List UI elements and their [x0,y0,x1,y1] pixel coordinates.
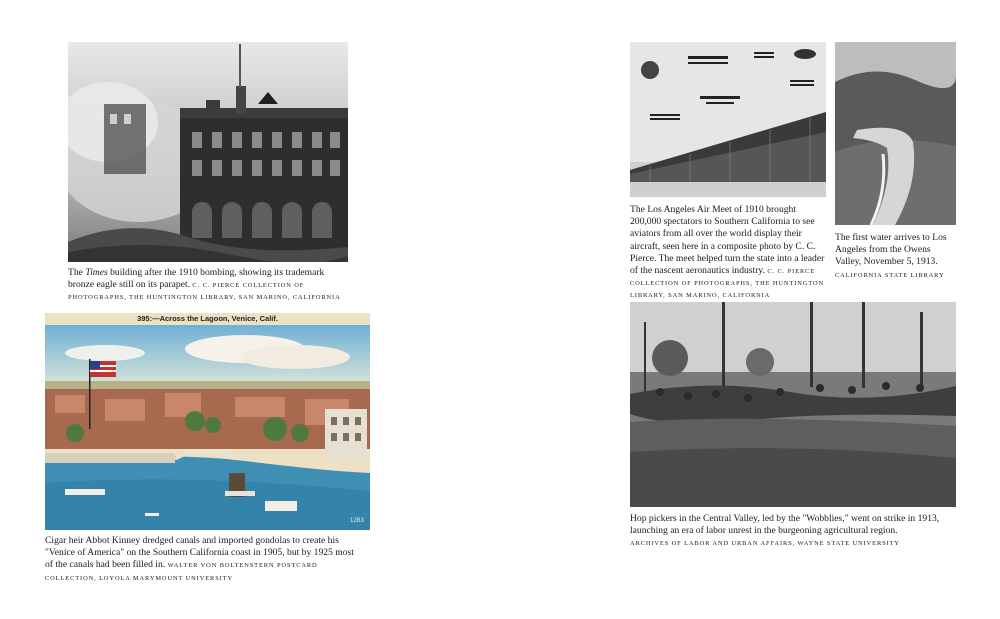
hop-pickers-caption-text: Hop pickers in the Central Valley, led by the "Wobblies," went on strike in 1913, launching an era of labor unrest in the burgeoning agricultural region. [630,513,940,537]
times-building-photo [68,42,348,262]
venice-postcard-caption [45,535,363,584]
owens-valley-credit: CALIFORNIA STATE LIBRARY [835,271,945,279]
venice-postcard-photo [45,313,370,530]
venice-caption-text: Cigar heir Abbot Kinney dredged canals and imported gondolas to create his "Venice of America" on the Southern California coast in 1905, but by 1925 most of the canals had been filled in. [45,535,354,571]
hop-pickers-caption [630,513,956,550]
owens-valley-caption-text: The first water arrives to Los Angeles from the Owens Valley, November 5, 1913. [835,232,947,268]
times-caption-before: The [68,267,86,278]
times-caption-italic: Times [85,267,108,278]
air-meet-caption-text: The Los Angeles Air Meet of 1910 brought 200,000 spectators to Southern California to see aviators from all over the world display their aircraft, seen here in a composite photo by C. C. Pierce. The meet helped turn the state into a leader of the nascent aeronautics industry. [630,204,825,277]
times-building-caption [68,267,350,304]
hop-pickers-credit: ARCHIVES OF LABOR AND URBAN AFFAIRS, WAYNE STATE UNIVERSITY [630,540,900,548]
air-meet-credit: C. C. PIERCE COLLECTION OF PHOTOGRAPHS, THE HUNTINGTON LIBRARY, SAN MARINO, CALIFORNIA [630,268,825,300]
times-caption-after: building after the 1910 bombing, showing its trademark bronze eagle still on its parapet. [68,267,325,291]
air-meet-photo [630,42,826,197]
postcard-number: 12B3 [349,518,364,524]
times-building-credit: C. C. PIERCE COLLECTION OF PHOTOGRAPHS, THE HUNTINGTON LIBRARY, SAN MARINO, CALIFORNIA [68,282,341,302]
venice-postcard-credit: WALTER VON BOLTENSTERN POSTCARD COLLECTION, LOYOLA MARYMOUNT UNIVERSITY [45,562,318,582]
owens-valley-caption [835,232,956,281]
hop-pickers-photo [630,302,956,507]
air-meet-caption [630,204,828,302]
postcard-title: 395:—Across the Lagoon, Venice, Calif. [45,313,370,325]
owens-valley-photo [835,42,956,225]
